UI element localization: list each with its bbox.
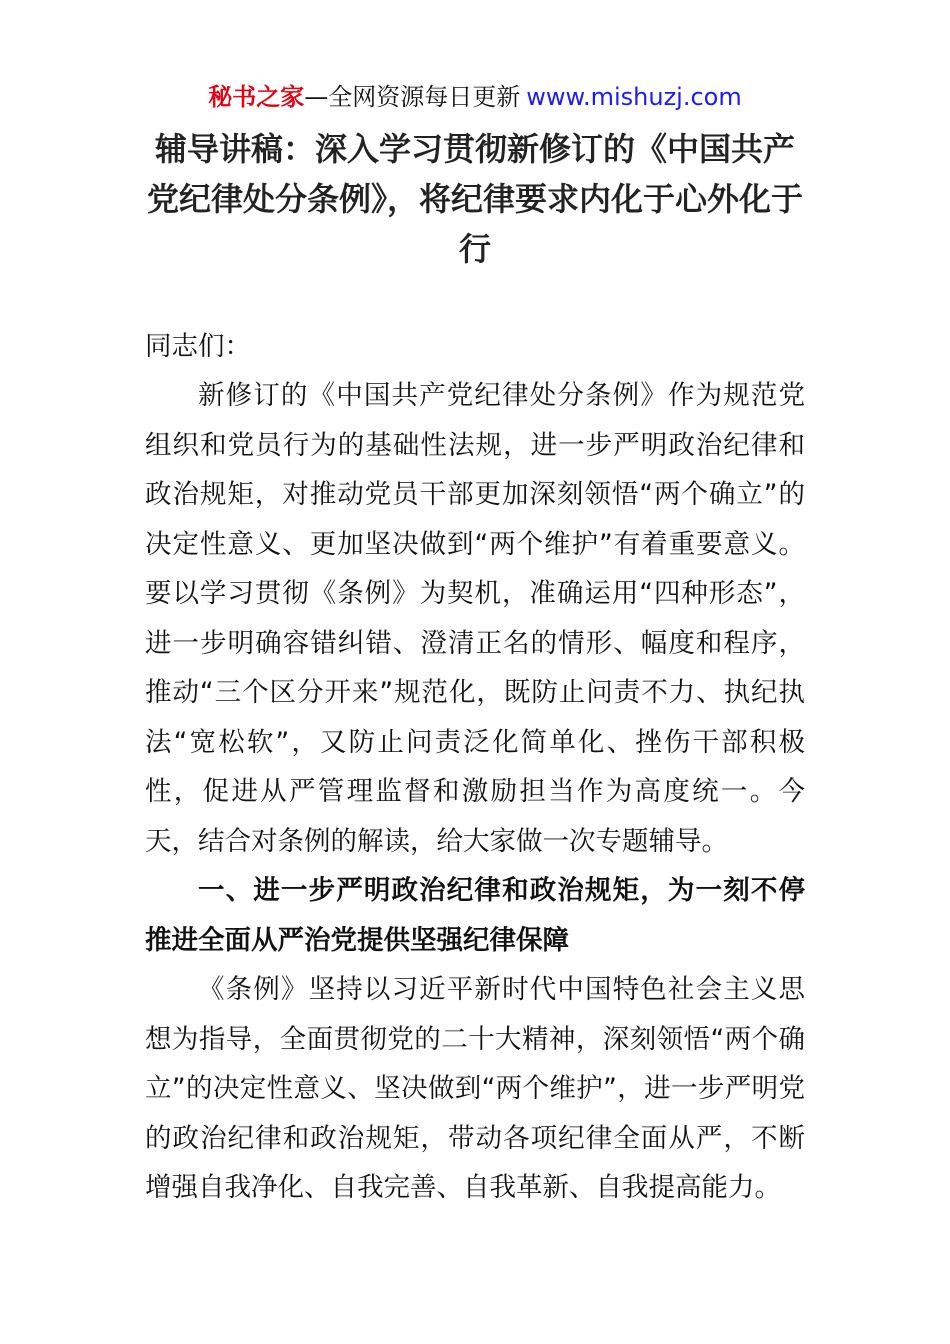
site-url-link[interactable]: www.mishuzj.com bbox=[526, 83, 742, 111]
paragraph-intro: 新修订的《中国共产党纪律处分条例》作为规范党组织和党员行为的基础性法规，进一步严明政治纪律和政治规矩，对推动党员干部更加深刻领悟“两个确立”的决定性意义、更加坚决做到“两个维护”有着重要意义。要以学习贯彻《条例》为契机，准确运用“四种形态”，进一步明确容错纠错、澄清正名的情形、幅度和程序，推动“三个区分开来”规范化，既防止问责不力、执纪执法“宽松软”，又防止问责泛化简单化、挫伤干部积极性，促进从严管理监督和激励担当作为高度统一。今天，结合对条例的解读，给大家做一次专题辅导。 bbox=[145, 380, 805, 857]
site-header bbox=[0, 80, 950, 114]
salutation: 同志们： bbox=[145, 331, 251, 362]
brand-name: 秘书之家 bbox=[208, 83, 305, 111]
document-title: 辅导讲稿：深入学习贯彻新修订的《中国共产党纪律处分条例》，将纪律要求内化于心外化于行 bbox=[146, 130, 803, 268]
section-heading-1: 一、进一步严明政治纪律和政治规矩，为一刻不停推进全面从严治党提供坚强纪律保障 bbox=[145, 875, 805, 956]
header-tagline: —全网资源每日更新 bbox=[304, 83, 521, 111]
paragraph-section-1: 《条例》坚持以习近平新时代中国特色社会主义思想为指导，全面贯彻党的二十大精神，深刻领悟“两个确立”的决定性意义、坚决做到“两个维护”，进一步严明党的政治纪律和政治规矩，带动各项纪律全面从严，不断增强自我净化、自我完善、自我革新、自我提高能力。 bbox=[145, 974, 805, 1203]
